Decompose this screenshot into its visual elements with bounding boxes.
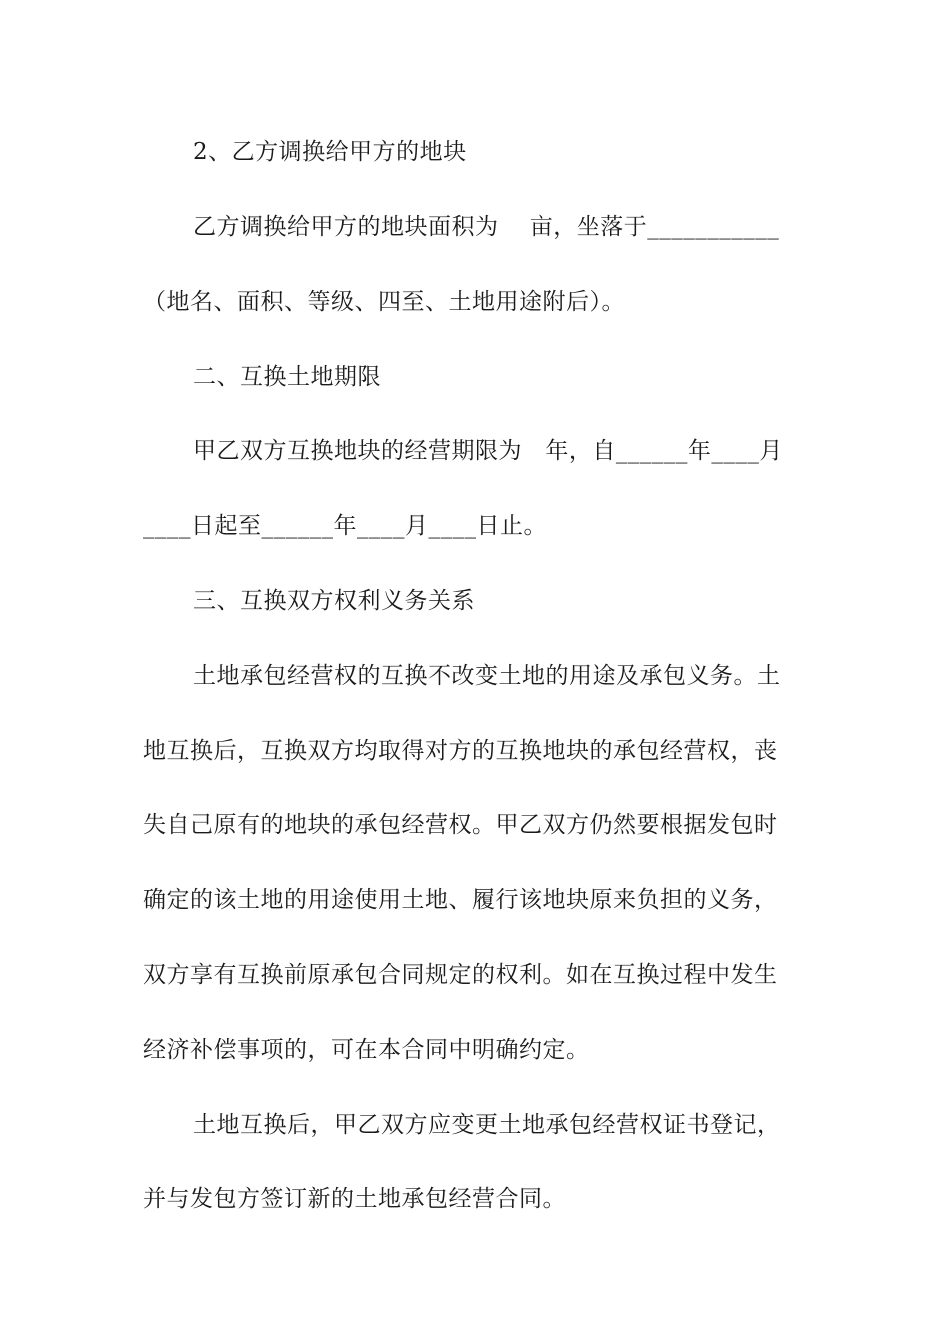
section-heading-2: 2、乙方调换给甲方的地块 <box>193 139 467 165</box>
section-heading-term: 二、互换土地期限 <box>193 364 381 390</box>
paragraph-line: 双方享有互换前原承包合同规定的权利。如在互换过程中发生 <box>143 962 778 988</box>
paragraph-line: 失自己原有的地块的承包经营权。甲乙双方仍然要根据发包时 <box>143 812 778 838</box>
paragraph-line: 乙方调换给甲方的地块面积为 亩，坐落于___________ <box>193 214 780 240</box>
paragraph-line: 地互换后，互换双方均取得对方的互换地块的承包经营权，丧 <box>143 738 778 764</box>
paragraph-line: 并与发包方签订新的土地承包经营合同。 <box>143 1186 566 1212</box>
paragraph-line: 甲乙双方互换地块的经营期限为 年，自______年____月 <box>193 438 783 464</box>
paragraph-line: 确定的该土地的用途使用土地、履行该地块原来负担的义务， <box>143 887 778 913</box>
section-heading-rights: 三、互换双方权利义务关系 <box>193 588 475 614</box>
paragraph-line: 土地承包经营权的互换不改变土地的用途及承包义务。土 <box>193 663 781 689</box>
paragraph-line: ____日起至______年____月____日止。 <box>143 513 547 539</box>
paragraph-line: （地名、面积、等级、四至、土地用途附后）。 <box>143 289 625 315</box>
paragraph-line: 经济补偿事项的，可在本合同中明确约定。 <box>143 1037 590 1063</box>
paragraph-line: 土地互换后，甲乙双方应变更土地承包经营权证书登记， <box>193 1112 781 1138</box>
